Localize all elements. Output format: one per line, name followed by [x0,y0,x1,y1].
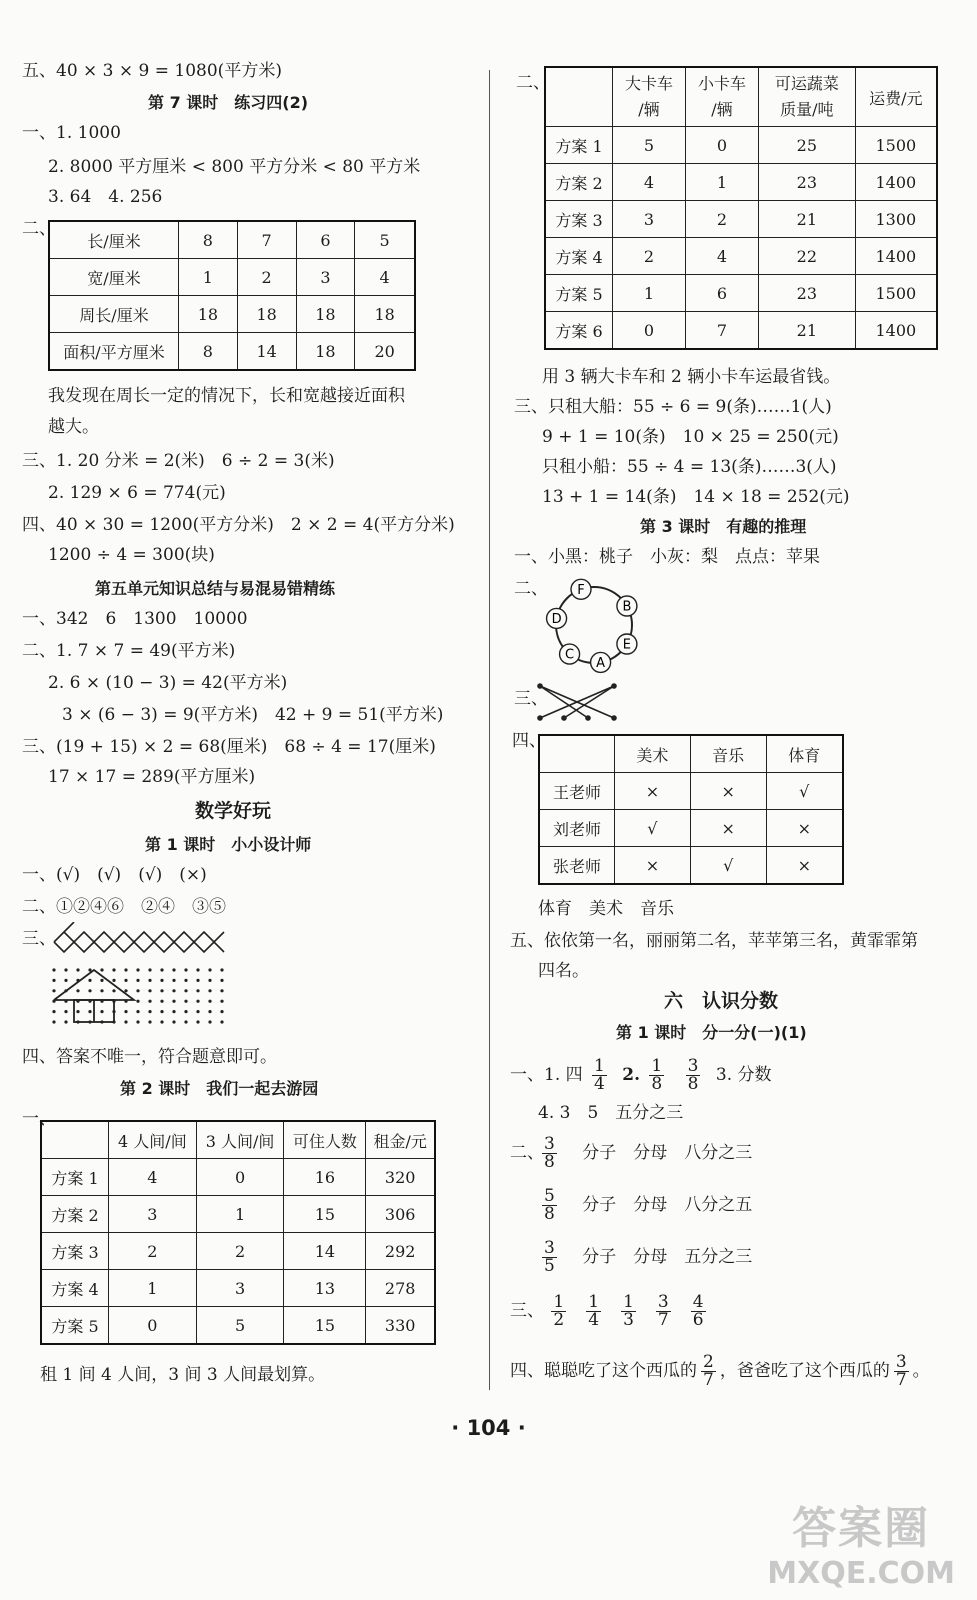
table-cell: 周长/厘米 [49,296,179,333]
table-cell: 23 [758,164,855,201]
table-cell: 21 [758,312,855,350]
grid-dot [52,979,55,982]
grid-dot [172,1000,175,1003]
answer-line: 一、小黑：桃子 小灰：梨 点点：苹果 [514,547,820,567]
grid-dot [76,989,79,992]
question-marker: 三、 [514,689,548,709]
answer-line: 9 + 1 = 10(条) 10 × 25 = 250(元) [542,427,839,447]
table-cell: 音乐 [690,735,766,773]
answer-line: 我发现在周长一定的情况下，长和宽越接近面积 [48,386,405,406]
table-cell: 1 [685,164,758,201]
grid-dot [136,1010,139,1013]
page-number: · 104 · [451,1416,526,1440]
table-cell: 3 [196,1270,284,1307]
table-row [49,333,415,371]
table-row [545,312,937,350]
grid-dot [88,1010,91,1013]
grid-dot [52,1010,55,1013]
grid-dot [196,989,199,992]
grid-dot [148,1020,151,1023]
grid-dot [172,989,175,992]
diamond-border-pattern [54,922,224,952]
watermark-logo: 答案圈 MXQE.COM [767,1503,955,1591]
table-cell: 25 [758,127,855,164]
table-row [41,1270,435,1307]
answer-line: 用 3 辆大卡车和 2 辆小卡车运最省钱。 [542,367,841,387]
grid-dot [184,989,187,992]
table-cell: 18 [179,296,238,333]
pattern-drawing [44,922,234,1032]
grid-dot [52,968,55,971]
grid-dot [196,979,199,982]
grid-dot [148,1010,151,1013]
table-cell: × [766,810,843,847]
table-cell: 方案 4 [545,238,613,275]
table-cell: 20 [355,333,415,371]
table-cell: × [615,773,691,810]
table-cell: 5 [355,221,415,259]
table-row [49,221,415,259]
table-cell: 4 [109,1159,197,1196]
table-cell: 刘老师 [539,810,615,847]
answer-line: 一、342 6 1300 10000 [22,609,248,629]
table-cell: 8 [179,221,238,259]
table-cell: 4 [613,164,686,201]
table-cell: 1300 [855,201,937,238]
question-marker: 三、 [22,929,56,949]
answer-line: 2. 6 × (10 − 3) = 42(平方米) [48,673,288,693]
table-cell: 18 [296,296,355,333]
table-cell: 方案 6 [545,312,613,350]
table-cell: 方案 2 [545,164,613,201]
table-cell: 7 [685,312,758,350]
grid-dot [184,1000,187,1003]
table-cell [41,1121,109,1159]
grid-dot [52,1020,55,1023]
table-cell: 18 [237,296,296,333]
question-marker: 四、 [512,731,546,751]
answer-line: 2. 8000 平方厘米 < 800 平方分米 < 80 平方米 [48,157,421,177]
answer-line: 17 × 17 = 289(平方厘米) [48,767,256,787]
table-row [539,773,843,810]
table-cell: 2 [685,201,758,238]
grid-dot [76,968,79,971]
fraction: $\frac{3}{8}$ [687,1056,699,1094]
table-cell: 2 [613,238,686,275]
svg-text:C: C [565,647,575,663]
grid-dot [196,1020,199,1023]
table-cell: 方案 3 [545,201,613,238]
grid-dot [112,968,115,971]
fraction-answer-row: 四、聪聪吃了这个西瓜的 $\frac{2}{7}$ ，爸爸吃了这个西瓜的 $\frac{3}{7}$ 。 [510,1352,930,1390]
room-plan-table [40,1120,436,1345]
table-row [539,847,843,885]
matching-lines-drawing [534,680,620,724]
grid-dot [148,979,151,982]
answer-line: 4. 3 5 五分之三 [538,1103,684,1123]
fraction: $\frac{1}{4}$ [588,1292,600,1330]
table-cell: 面积/平方厘米 [49,333,179,371]
table-cell: 15 [284,1196,366,1233]
answer-line: 二、1. 7 × 7 = 49(平方米) [22,641,236,661]
table-cell: 6 [296,221,355,259]
table-cell: 方案 5 [41,1307,109,1345]
answer-line: 13 + 1 = 14(条) 14 × 18 = 252(元) [542,487,850,507]
grid-dot [88,979,91,982]
grid-dot [64,1010,67,1013]
answer-line: 三、(19 + 15) × 2 = 68(厘米) 68 ÷ 4 = 17(厘米) [22,737,436,757]
grid-dot [124,989,127,992]
table-cell: 2 [109,1233,197,1270]
table-header-row [545,67,937,127]
table-cell: 体育 [766,735,843,773]
answer-line: 1200 ÷ 4 = 300(块) [48,545,215,565]
grid-dot [172,1010,175,1013]
answer-line: 2. 129 × 6 = 774(元) [48,483,226,503]
table-cell: 大卡车 /辆 [613,67,686,127]
dot-grid [52,968,223,1023]
table-cell: 5 [196,1307,284,1345]
table-cell: 3 人间/间 [196,1121,284,1159]
lesson-heading: 第 1 课时 小小设计师 [145,835,312,854]
fraction-answer-row: 一、1. 四 $\frac{1}{4}$ 2. $\frac{1}{8}$ $\frac{3}{8}$ 3. 分数 [510,1056,772,1094]
grid-dot [100,979,103,982]
table-cell: 13 [284,1270,366,1307]
table-cell: 22 [758,238,855,275]
table-row [545,164,937,201]
answer-line: 只租小船：55 ÷ 4 = 13(条)……3(人) [542,457,837,477]
table-row [539,810,843,847]
fraction-answer-row: 二、 $\frac{3}{8}$ 分子 分母 八分之三 [510,1134,753,1172]
table-cell: 长/厘米 [49,221,179,259]
table-cell: 1400 [855,164,937,201]
svg-text:A: A [596,655,606,671]
table-row [49,259,415,296]
grid-dot [76,1010,79,1013]
grid-dot [160,989,163,992]
grid-dot [208,989,211,992]
grid-dot [172,979,175,982]
grid-dot [184,968,187,971]
grid-dot [64,1020,67,1023]
grid-dot [196,1000,199,1003]
grid-dot [124,968,127,971]
fraction-answer-row: $\frac{5}{8}$ 分子 分母 八分之五 [544,1186,753,1224]
table-row [41,1307,435,1345]
table-cell: × [690,773,766,810]
table-cell: 6 [685,275,758,312]
answer-line: 四名。 [538,961,589,981]
table-cell: 0 [685,127,758,164]
table-row [41,1159,435,1196]
seat-label [571,579,591,599]
table-header-row [41,1121,435,1159]
table-cell: 14 [284,1233,366,1270]
answer-line: 3. 64 4. 256 [48,187,163,207]
grid-dot [100,1010,103,1013]
table-cell: 278 [366,1270,435,1307]
table-cell: 7 [237,221,296,259]
grid-dot [208,968,211,971]
question-marker: 二、 [22,219,56,239]
fraction: $\frac{1}{8}$ [651,1056,663,1094]
table-row [545,238,937,275]
answer-line: 五、依依第一名，丽丽第二名，苹苹第三名，黄霏霏第 [510,931,918,951]
grid-dot [148,968,151,971]
table-cell: 3 [613,201,686,238]
svg-text:F: F [577,582,585,598]
grid-dot [160,1010,163,1013]
question-marker: 二、 [516,73,550,93]
grid-dot [220,989,223,992]
grid-dot [196,968,199,971]
table-cell: 21 [758,201,855,238]
table-cell: 1 [196,1196,284,1233]
grid-dot [208,1000,211,1003]
table-cell: × [615,847,691,885]
grid-dot [136,968,139,971]
grid-dot [124,979,127,982]
table-cell: 2 [196,1233,284,1270]
answer-line: 二、①②④⑥ ②④ ③⑤ [22,897,226,917]
table-cell: 1 [109,1270,197,1307]
answer-line: 四、答案不唯一，符合题意即可。 [22,1047,277,1067]
table-cell: 320 [366,1159,435,1196]
table-row [545,201,937,238]
grid-dot [220,1000,223,1003]
grid-dot [148,989,151,992]
grid-dot [220,979,223,982]
answer-line: 体育 美术 音乐 [538,899,674,919]
grid-dot [208,1020,211,1023]
answer-line: 租 1 间 4 人间，3 间 3 人间最划算。 [40,1365,326,1385]
table-cell: 运费/元 [855,67,937,127]
table-cell: 1500 [855,275,937,312]
seating-circle-diagram [534,570,654,680]
svg-text:E: E [622,637,632,653]
table-cell: 方案 4 [41,1270,109,1307]
fraction-answer-row: $\frac{3}{5}$ 分子 分母 五分之三 [544,1238,753,1276]
grid-dot [64,979,67,982]
table-row [49,296,415,333]
grid-dot [112,989,115,992]
grid-dot [64,968,67,971]
table-cell: √ [615,810,691,847]
grid-dot [148,1000,151,1003]
table-cell: 方案 5 [545,275,613,312]
table-row [41,1196,435,1233]
table-cell: 1400 [855,238,937,275]
grid-dot [220,1010,223,1013]
table-cell: 方案 2 [41,1196,109,1233]
grid-dot [184,1010,187,1013]
table-cell: 3 [296,259,355,296]
grid-dot [100,989,103,992]
fraction: $\frac{3}{7}$ [657,1292,669,1330]
seat-label [591,652,611,672]
table-cell: 0 [613,312,686,350]
table-cell: 8 [179,333,238,371]
table-cell: 330 [366,1307,435,1345]
table-cell: 18 [355,296,415,333]
table-cell: 292 [366,1233,435,1270]
table-cell: √ [766,773,843,810]
table-cell: 306 [366,1196,435,1233]
table-cell: 3 [109,1196,197,1233]
grid-dot [160,1020,163,1023]
truck-plan-table [544,66,938,350]
fraction: $\frac{1}{4}$ [594,1056,605,1094]
table-cell: √ [690,847,766,885]
grid-dot [184,1020,187,1023]
grid-dot [172,968,175,971]
table-cell [545,67,613,127]
table-cell: 2 [237,259,296,296]
table-cell: 4 [355,259,415,296]
answer-line: 三、只租大船：55 ÷ 6 = 9(条)……1(人) [514,397,832,417]
table-cell: 18 [296,333,355,371]
table-cell: × [690,810,766,847]
grid-dot [208,979,211,982]
lesson-heading: 第 1 课时 分一分(一)(1) [616,1023,807,1042]
lesson-heading: 第 3 课时 有趣的推理 [640,517,807,536]
grid-dot [160,1000,163,1003]
grid-dot [136,979,139,982]
grid-dot [136,1000,139,1003]
table-row [545,127,937,164]
table-cell: 4 人间/间 [109,1121,197,1159]
grid-dot [220,968,223,971]
answer-line: 3 × (6 − 3) = 9(平方米) 42 + 9 = 51(平方米) [62,705,444,725]
grid-dot [160,968,163,971]
table-cell: 0 [196,1159,284,1196]
grid-dot [172,1020,175,1023]
table-cell: 1400 [855,312,937,350]
table-cell: × [766,847,843,885]
rectangle-table [48,220,416,371]
table-cell: 1500 [855,127,937,164]
grid-dot [124,1010,127,1013]
table-cell: 王老师 [539,773,615,810]
unit-heading: 第五单元知识总结与易混易错精练 [95,579,336,598]
table-cell: 0 [109,1307,197,1345]
table-row [41,1233,435,1270]
question-marker: 一、 [22,1109,56,1129]
answer-line: 四、40 × 30 = 1200(平方分米) 2 × 2 = 4(平方分米) [22,515,455,535]
table-header-row [539,735,843,773]
house-shape [54,970,134,1022]
table-cell: 16 [284,1159,366,1196]
table-cell: 方案 1 [545,127,613,164]
answer-line: 一、1. 1000 [22,123,121,143]
fraction-answer-row: 三、 $\frac{1}{2}$ $\frac{1}{4}$ $\frac{1}{3}$ $\frac{3}{7}$ $\frac{4}{6}$ [510,1292,704,1330]
grid-dot [124,1020,127,1023]
svg-text:D: D [551,611,562,627]
table-cell: 1 [613,275,686,312]
grid-dot [136,1020,139,1023]
lesson-heading: 第 2 课时 我们一起去游园 [120,1079,319,1098]
table-cell: 美术 [615,735,691,773]
seat-label [617,596,637,616]
table-cell: 可住人数 [284,1121,366,1159]
grid-dot [196,1010,199,1013]
answer-line: 五、40 × 3 × 9 = 1080(平方米) [22,61,282,81]
fraction: $\frac{1}{3}$ [623,1292,634,1330]
grid-dot [220,1020,223,1023]
question-marker: 二、 [514,579,548,599]
seat-label [547,608,567,628]
seat-label [617,634,637,654]
answer-line: 三、1. 20 分米 = 2(米) 6 ÷ 2 = 3(米) [22,451,335,471]
answer-line: 一、(√) (√) (√) (×) [22,865,207,885]
table-cell: 可运蔬菜 质量/吨 [758,67,855,127]
table-cell: 张老师 [539,847,615,885]
seat-label [560,644,580,664]
table-cell: 15 [284,1307,366,1345]
grid-dot [52,989,55,992]
unit-heading: 六 认识分数 [664,990,779,1012]
table-cell: 租金/元 [366,1121,435,1159]
grid-dot [208,1010,211,1013]
svg-text:B: B [622,599,632,615]
table-cell: 小卡车 /辆 [685,67,758,127]
column-divider [489,70,490,1390]
section-heading: 数学好玩 [195,800,272,822]
table-cell: 5 [613,127,686,164]
table-cell: 方案 1 [41,1159,109,1196]
grid-dot [112,979,115,982]
grid-dot [136,989,139,992]
fraction: $\frac{1}{2}$ [553,1292,565,1330]
answer-line: 越大。 [48,417,99,437]
lesson-heading: 第 7 课时 练习四(2) [148,93,309,112]
table-cell: 14 [237,333,296,371]
table-cell: 4 [685,238,758,275]
table-cell: 23 [758,275,855,312]
teacher-subject-table [538,734,844,885]
fraction: $\frac{4}{6}$ [692,1292,704,1330]
table-row [545,275,937,312]
grid-dot [184,979,187,982]
grid-dot [100,968,103,971]
grid-dot [88,989,91,992]
grid-dot [160,979,163,982]
table-cell [539,735,615,773]
table-cell: 1 [179,259,238,296]
table-cell: 宽/厘米 [49,259,179,296]
table-cell: 方案 3 [41,1233,109,1270]
